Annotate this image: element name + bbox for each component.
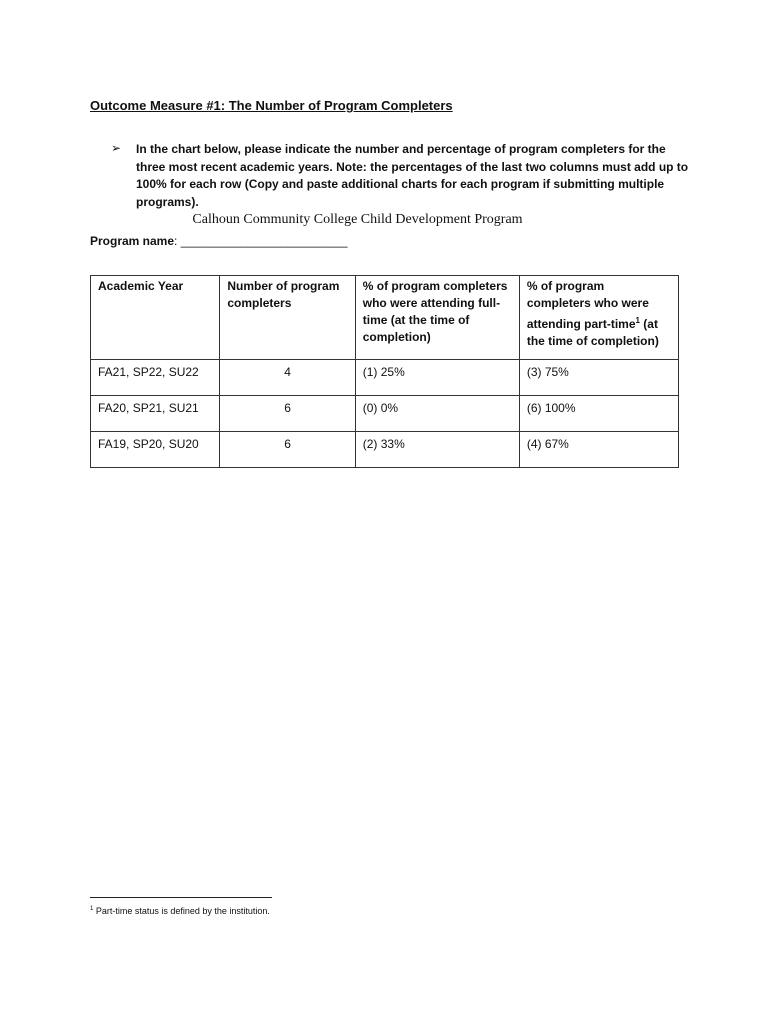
header-part-time (519, 276, 678, 360)
footnote-text: Part-time status is defined by the institution. (93, 906, 270, 916)
footnote-ref: 1 (635, 316, 640, 325)
header-number-completers: Number of program completers (220, 276, 355, 360)
footnote (90, 906, 270, 916)
header-academic-year: Academic Year (91, 276, 220, 360)
program-name-line (90, 234, 348, 248)
cell-number: 6 (220, 396, 355, 432)
table-row (91, 360, 679, 396)
cell-part-time: (3) 75% (519, 360, 678, 396)
cell-year: FA19, SP20, SU20 (91, 432, 220, 468)
table-row (91, 432, 679, 468)
cell-year: FA20, SP21, SU21 (91, 396, 220, 432)
program-name-label: Program name (90, 234, 175, 248)
footnote-marker: 1 (90, 906, 94, 912)
table-row (91, 396, 679, 432)
header-part-time-tail: (at the time of completion) (526, 317, 659, 348)
cell-full-time: (2) 33% (355, 432, 519, 468)
footnote-divider (90, 897, 272, 898)
cell-part-time: (6) 100% (519, 396, 678, 432)
instructions-text: In the chart below, please indicate the number and percentage of program completers for the three most recent academic years. Note: the percentages of the last two columns must add up to 100% for each row (Copy and paste additional charts for each program if submitting multiple programs). (136, 142, 689, 209)
completers-table (90, 275, 679, 468)
cell-full-time: (0) 0% (355, 396, 519, 432)
bullet-arrow-icon: ➢ (111, 141, 122, 155)
section-heading: Outcome Measure #1: The Number of Program Completers (90, 98, 453, 113)
program-name-field[interactable]: : _________________________ (174, 234, 348, 248)
header-full-time: % of program completers who were attending full-time (at the time of completion) (355, 276, 519, 360)
cell-full-time: (1) 25% (355, 360, 519, 396)
header-part-time-text: % of program completers who were attending part-time (526, 279, 649, 331)
cell-number: 4 (220, 360, 355, 396)
cell-year: FA21, SP22, SU22 (91, 360, 220, 396)
table-header-row (91, 276, 679, 360)
cell-part-time: (4) 67% (519, 432, 678, 468)
program-title: Calhoun Community College Child Development Program (192, 212, 523, 227)
cell-number: 6 (220, 432, 355, 468)
